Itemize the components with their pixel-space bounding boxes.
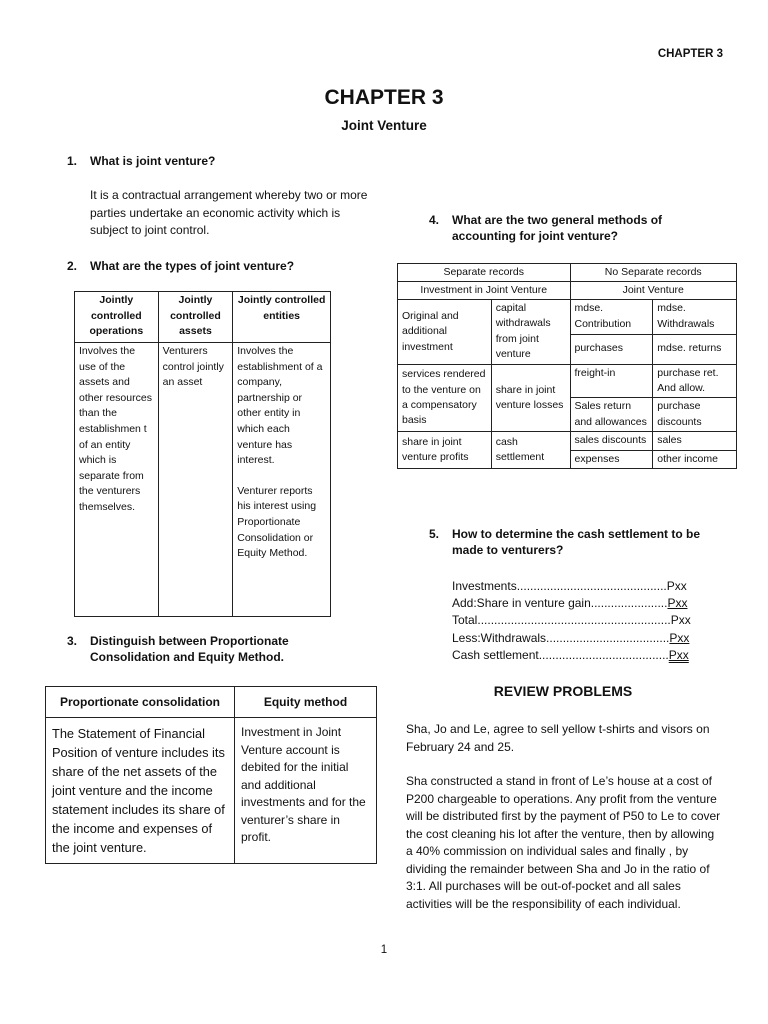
line-amount: Pxx: [666, 579, 687, 593]
table-cell: sales discounts: [570, 432, 653, 450]
table-header: Jointly controlled entities: [233, 292, 331, 343]
table-header-row: [398, 282, 737, 300]
table-header: Equity method: [235, 687, 377, 718]
table-cell: [233, 343, 331, 617]
table-cell: sales: [653, 432, 737, 450]
table-header-row: [46, 687, 377, 718]
table-cell: services rendered to the venture on a compensatory basis: [398, 364, 492, 432]
answer-1: It is a contractual arrangement whereby two or more parties undertake an economic activity which is subject to joint control.: [90, 188, 368, 237]
table-cell: Venturers control jointly an asset: [158, 343, 233, 617]
leader-dots: .......................................: [538, 648, 669, 662]
table-header: Separate records: [398, 264, 571, 282]
question-text: What are the types of joint venture?: [90, 259, 295, 273]
table-row: [75, 343, 331, 617]
table-cell: capital withdrawals from joint venture: [491, 300, 570, 365]
table-header: No Separate records: [570, 264, 737, 282]
chapter-subtitle: Joint Venture: [341, 118, 427, 133]
line-amount: Pxx: [669, 631, 690, 645]
table-header: Jointly controlled assets: [158, 292, 233, 343]
table-cell: share in joint venture losses: [491, 364, 570, 432]
table-cell: freight-in: [570, 364, 653, 398]
page-number: 1: [380, 944, 388, 956]
line-amount: Pxx: [668, 648, 689, 662]
table-cell: Original and additional investment: [398, 300, 492, 365]
table-cell: cash settlement: [491, 432, 570, 469]
leader-dots: .....................................: [546, 631, 670, 645]
question-1: [67, 153, 367, 169]
line-label: Total: [452, 613, 478, 627]
table-row: [398, 364, 737, 398]
review-paragraph: Sha, Jo and Le, agree to sell yellow t-shirts and visors on February 24 and 25.: [406, 722, 710, 754]
table-cell: The Statement of Financial Position of venture includes its share of the net assets of the joint venture and the income statement includes its share of the income and expenses of the joint venture.: [46, 718, 235, 864]
question-text: What are the two general methods of accounting for joint venture?: [452, 213, 663, 243]
question-text: Distinguish between Proportionate Consolidation and Equity Method.: [90, 634, 289, 664]
table-cell: purchase discounts: [653, 398, 737, 432]
review-paragraph: Sha constructed a stand in front of Le’s house at a cost of P200 chargeable to operations. Any profit from the venture will be distributed first by the payment of P50 to Le to cover the cost cleaning his lot after the venture, then by allowing a 40% commission on individual sales and finally , by dividing the remainder between Sha and Jo in the ratio of 3:1. All purchases will be out-of-pocket and all sales activities will be the responsibility of each individual.: [406, 774, 721, 911]
leader-dots: ..........................................................: [477, 613, 671, 627]
table-cell: mdse. Withdrawals: [653, 300, 737, 335]
table-cell: Investment in Joint Venture account is debited for the initial and additional investments and for the venturer’s share in profit.: [235, 718, 377, 864]
line-label: Add:Share in venture gain: [452, 596, 591, 610]
table-cell: expenses: [570, 450, 653, 468]
cash-settlement-line: [452, 578, 687, 596]
question-number: 1.: [67, 154, 78, 168]
joint-venture-types-table: [74, 291, 331, 617]
table-cell: share in joint venture profits: [398, 432, 492, 469]
cash-settlement-line: [452, 647, 689, 665]
cash-settlement-line: [452, 595, 687, 613]
table-cell: purchase ret. And allow.: [653, 364, 737, 398]
question-number: 2.: [67, 259, 78, 273]
line-label: Investments: [452, 579, 517, 593]
leader-dots: .......................: [590, 596, 668, 610]
accounting-methods-table: [397, 263, 737, 469]
table-subheader: Investment in Joint Venture: [398, 282, 571, 300]
cell-paragraph: Venturer reports his interest using Proportionate Consolidation or Equity Method.: [237, 484, 317, 560]
running-header: CHAPTER 3: [657, 48, 723, 60]
table-header-row: [75, 292, 331, 343]
cell-paragraph: Involves the establishment of a company, partnership or other entity in which each venture has interest.: [237, 345, 323, 467]
table-cell: purchases: [570, 334, 653, 364]
cash-settlement-line: [452, 630, 689, 648]
table-header: Jointly controlled operations: [75, 292, 159, 343]
leader-dots: .............................................: [516, 579, 667, 593]
question-5: [429, 526, 729, 558]
table-row: [398, 300, 737, 335]
question-number: 3.: [67, 634, 78, 648]
question-4: [429, 212, 719, 244]
question-number: 5.: [429, 527, 440, 541]
table-row: [46, 718, 377, 864]
chapter-title: CHAPTER 3: [324, 86, 444, 109]
table-header-row: [398, 264, 737, 282]
table-cell: mdse. Contribution: [570, 300, 653, 335]
review-problems-title: REVIEW PROBLEMS: [493, 683, 633, 699]
line-amount: Pxx: [667, 596, 688, 610]
table-cell: Involves the use of the assets and other resources than the establishmen t of an entity which is separate from the venturers themselves.: [75, 343, 159, 617]
question-text: What is joint venture?: [90, 154, 216, 168]
line-label: Cash settlement: [452, 648, 539, 662]
table-header: Proportionate consolidation: [46, 687, 235, 718]
table-cell: Sales return and allowances: [570, 398, 653, 432]
question-number: 4.: [429, 213, 440, 227]
table-subheader: Joint Venture: [570, 282, 737, 300]
cash-settlement-line: [452, 612, 691, 630]
table-cell: mdse. returns: [653, 334, 737, 364]
table-cell: other income: [653, 450, 737, 468]
comparison-table: [45, 686, 377, 864]
line-amount: Pxx: [670, 613, 691, 627]
table-row: [398, 432, 737, 450]
question-2: [67, 258, 367, 274]
line-label: Less:Withdrawals: [452, 631, 547, 645]
question-3: [67, 633, 367, 665]
question-text: How to determine the cash settlement to be made to venturers?: [452, 527, 701, 557]
